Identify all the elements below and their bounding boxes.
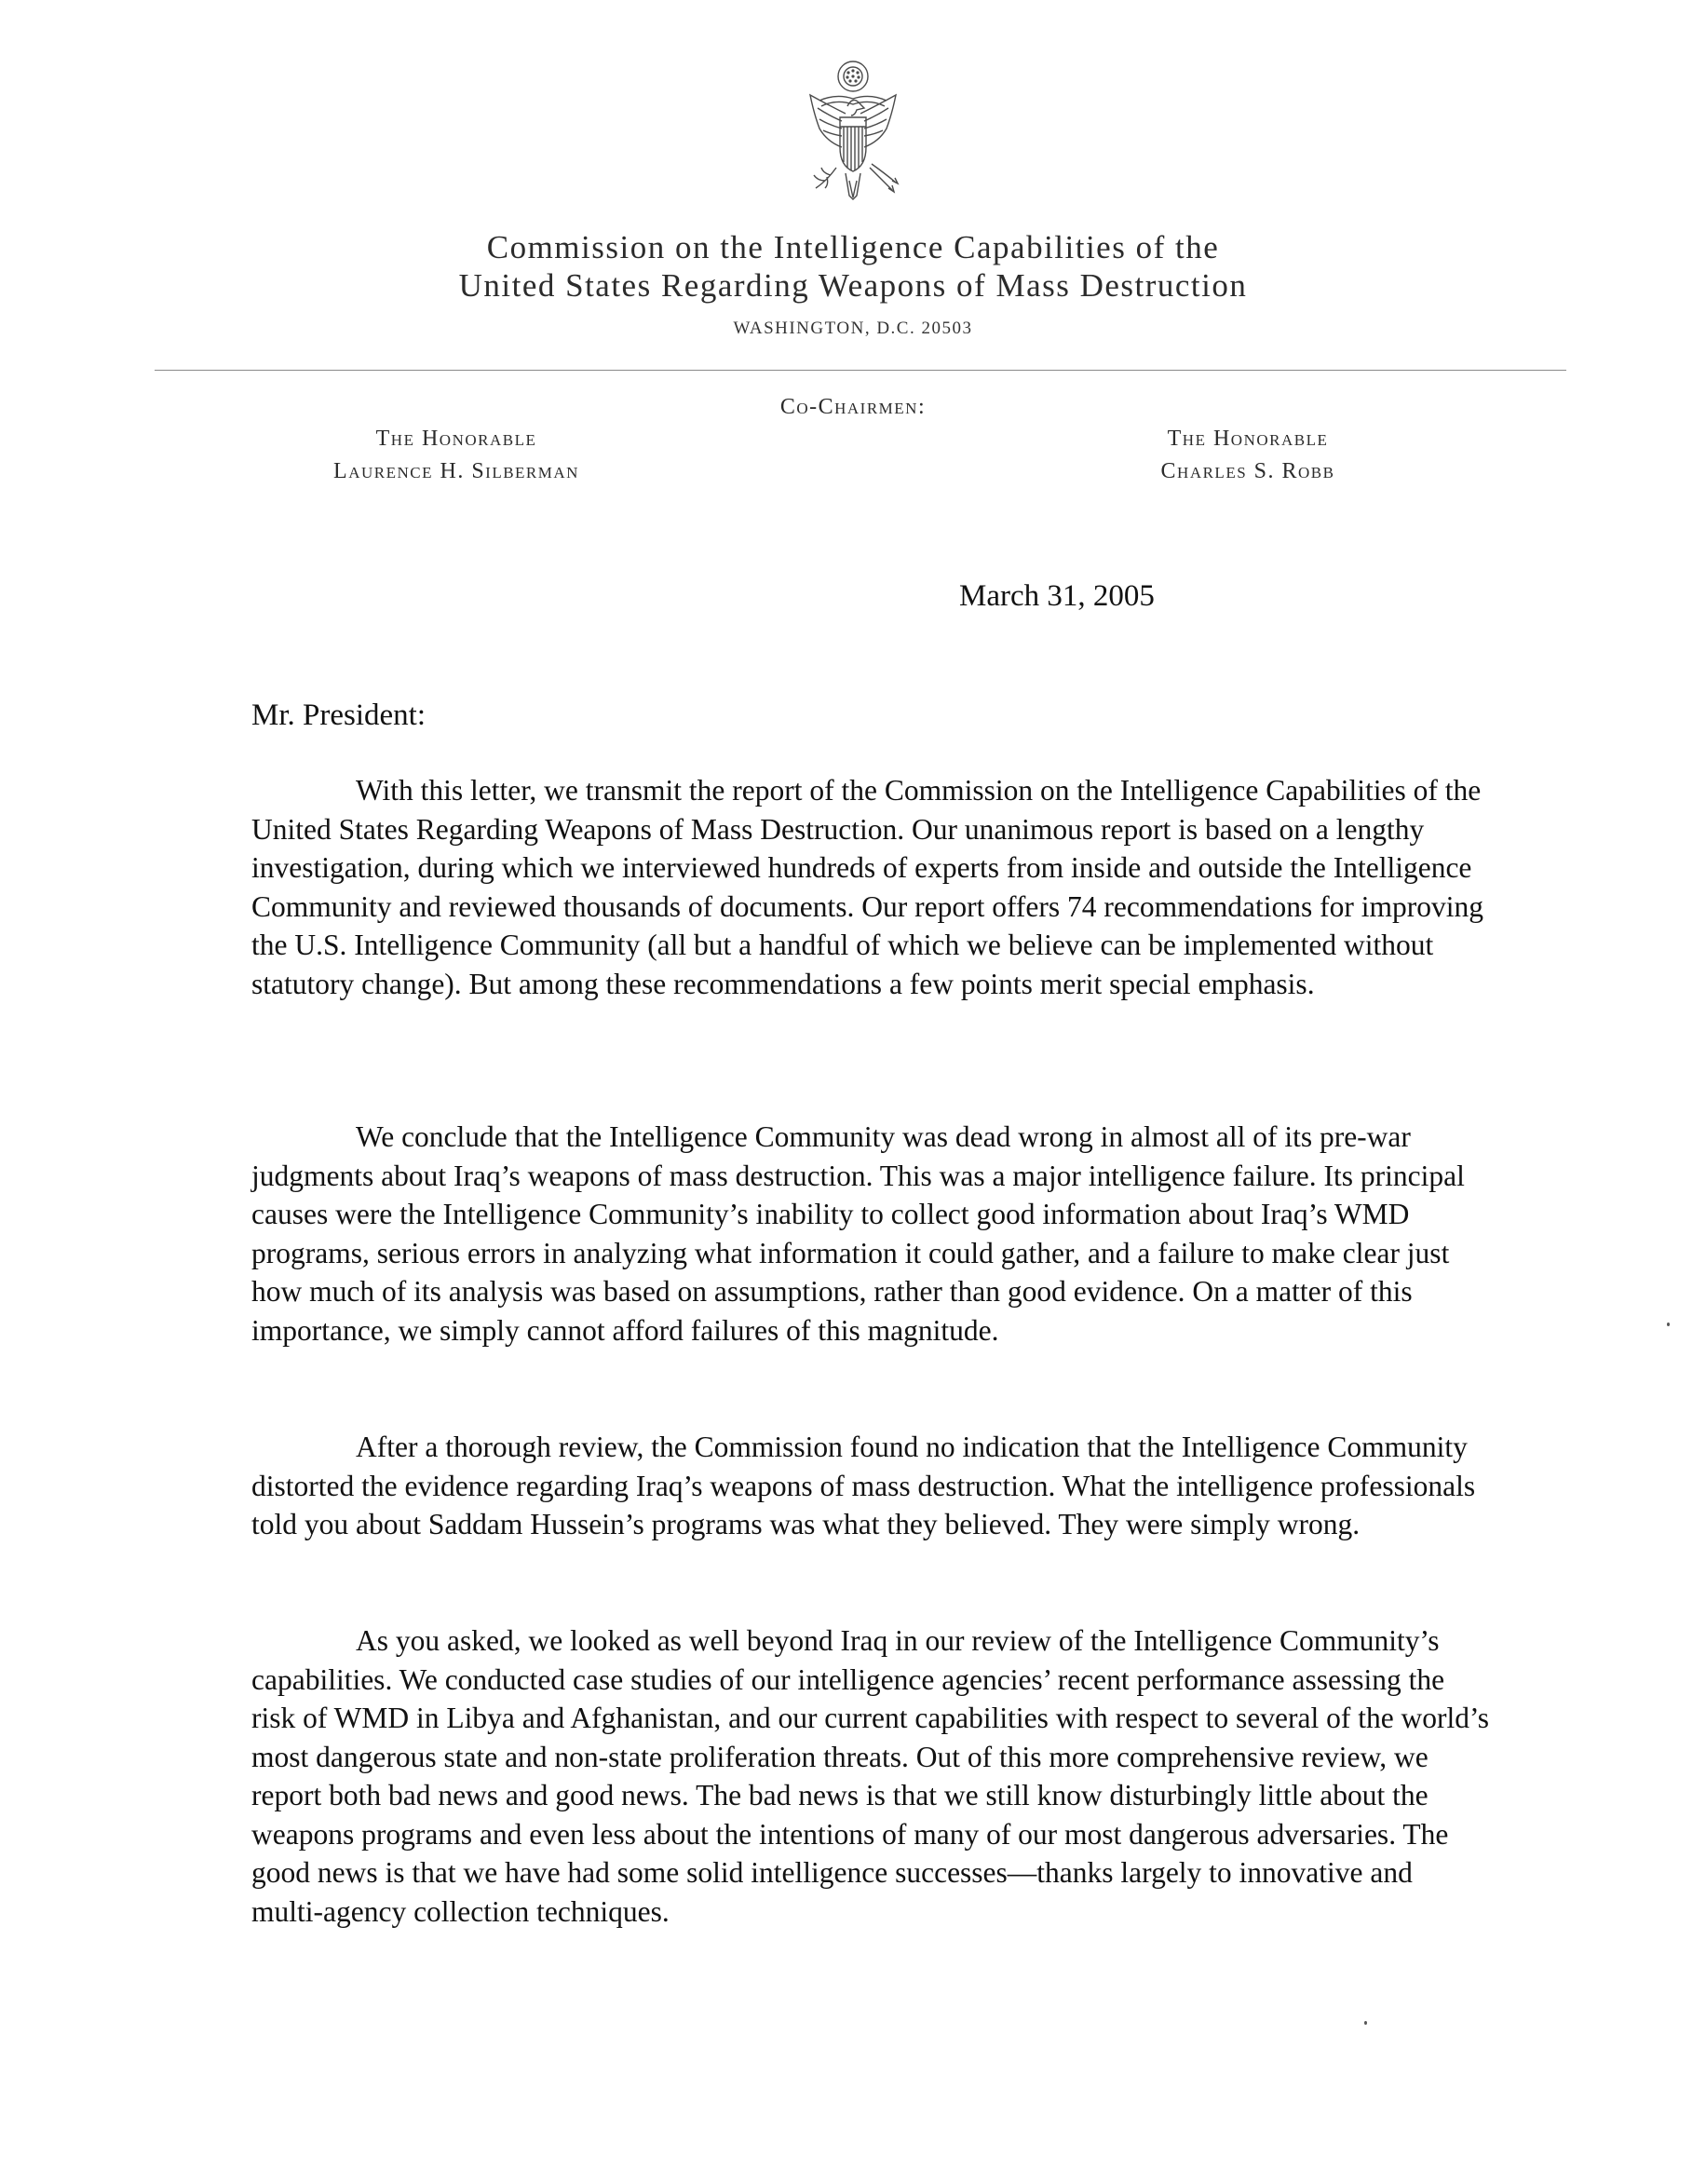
letter-paragraph <box>251 1118 1490 1350</box>
cochair-right-title: The Honorable <box>1167 427 1329 451</box>
paragraph-text: We conclude that the Intelligence Community was dead wrong in almost all of its pre-war judgments about Iraq’s weapons of mass destruction. This was a major intelligence failure. Its principal causes were the Intelligence Community’s inability to collect good information about Iraq’s WMD programs, serious errors in analyzing what information it could gather, and a failure to make clear just how much of its analysis was based on assumptions, rather than good evidence. On a matter of this importance, we simply cannot afford failures of this magnitude. <box>251 1120 1465 1347</box>
scan-speck <box>1364 2021 1367 2025</box>
scan-speck <box>1667 1323 1670 1326</box>
commission-address: WASHINGTON, D.C. 20503 <box>733 319 973 338</box>
cochair-right <box>1108 423 1388 488</box>
letter-paragraph <box>251 1621 1490 1931</box>
letter-paragraph <box>251 771 1490 1003</box>
paragraph-text: After a thorough review, the Commission found no indication that the Intelligence Community distorted the evidence regarding Iraq’s weapons of mass destruction. What the intelligence professionals told you about Saddam Hussein’s programs was what they believed. They were simply wrong. <box>251 1431 1476 1540</box>
cochair-left <box>298 423 615 488</box>
commission-name-line1: Commission on the Intelligence Capabilities of the <box>486 229 1220 265</box>
letter-date: March 31, 2005 <box>959 579 1155 613</box>
letterhead-divider <box>155 370 1566 371</box>
paragraph-text: With this letter, we transmit the report of the Commission on the Intelligence Capabilities of the United States Regarding Weapons of Mass Destruction. Our unanimous report is based on a lengthy investigation, during which we interviewed hundreds of experts from inside and outside the Intelligence Community and reviewed thousands of documents. Our report offers 74 recommendations for improving the U.S. Intelligence Community (all but a handful of which we believe can be implemented without statutory change). But among these recommendations a few points merit special emphasis. <box>251 774 1484 1000</box>
cochairmen-label: Co-Chairmen: <box>779 395 927 419</box>
letter-salutation: Mr. President: <box>251 699 426 732</box>
paragraph-text: As you asked, we looked as well beyond Iraq in our review of the Intelligence Community’s capabilities. We conducted case studies of our intelligence agencies’ recent performance assessing the risk of WMD in Libya and Afghanistan, and our current capabilities with respect to several of the world’s most dangerous state and non-state proliferation threats. Out of this more comprehensive review, we report both bad news and good news. The bad news is that we still know disturbingly little about the weapons programs and even less about the intentions of many of our most dangerous adversaries. The good news is that we have had some solid intelligence successes—thanks largely to innovative and multi-agency collection techniques. <box>251 1624 1490 1928</box>
letter-paragraph <box>251 1428 1490 1544</box>
great-seal-emblem <box>799 58 907 216</box>
cochair-left-title: The Honorable <box>375 427 537 451</box>
cochair-right-name: Charles S. Robb <box>1160 459 1335 483</box>
commission-name-line2: United States Regarding Weapons of Mass Destruction <box>458 267 1248 304</box>
cochair-left-name: Laurence H. Silberman <box>333 459 579 483</box>
